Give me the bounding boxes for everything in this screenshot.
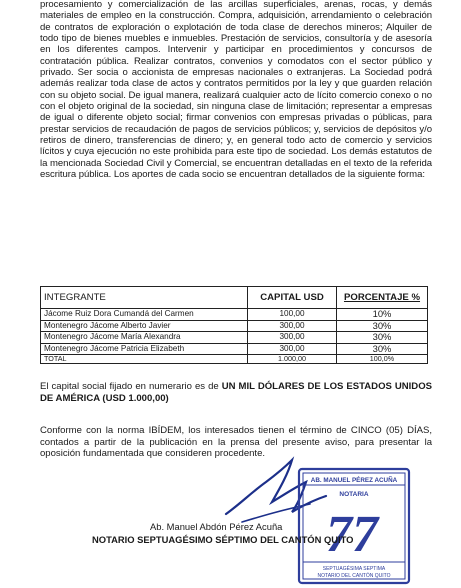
stamp-bottom-line-2: NOTARIO DEL CANTÓN QUITO [317, 573, 391, 579]
row-percentage: 30% [337, 343, 428, 355]
row-name: Montenegro Jácome Patricia Elizabeth [41, 343, 248, 355]
header-capital: CAPITAL USD [248, 287, 337, 309]
signer-title: NOTARIO SEPTUAGÉSIMO SÉPTIMO DEL CANTÓN QUITO [92, 534, 354, 545]
table-row [41, 343, 428, 355]
row-name: Jácome Ruiz Dora Cumandá del Carmen [41, 309, 248, 321]
total-label: TOTAL [41, 355, 248, 364]
table-total-row [41, 355, 428, 364]
total-capital: 1.000,00 [248, 355, 337, 364]
total-percentage: 100,0% [337, 355, 428, 364]
row-capital: 300,00 [248, 320, 337, 332]
row-percentage: 30% [337, 320, 428, 332]
row-percentage: 30% [337, 332, 428, 344]
table-row [41, 309, 428, 321]
row-capital: 100,00 [248, 309, 337, 321]
row-capital: 300,00 [248, 343, 337, 355]
table-row [41, 320, 428, 332]
stamp-number: 77 [326, 506, 378, 563]
stamp-sub-text: NOTARIA [339, 491, 369, 498]
row-name: Montenegro Jácome María Alexandra [41, 332, 248, 344]
statutes-paragraph: procesamiento y comercialización de las arcillas superficiales, arenas, rocas, y demás materiales de empleo en la construcción. Compra, adquisición, arrendamiento o celebración de contratos de exploración o explotación de toda clase de derechos mineros; Alquiler de todo tipo de bienes muebles e inmuebles. Prestación de servicios, consultoría y de asesoría en los diferentes campos. Intervenir y participar en procedimientos y concursos de contratación pública. Realizar contratos, convenios y comodatos con el sector público y privado. Ser socia o accionista de empresas nacionales o extranjeras. La Sociedad podrá además realizar toda clase de actos y contratos permitidos por la ley y que guarden relación con su objeto social. De igual manera, realizará cualquier acto de lícito comercio conexo o no con el objeto original de la sociedad, sin ninguna clase de limitación; representar a empresas de igual o diferente objeto social; firmar convenios con empresas privadas o públicas, para prestar servicios de recaudación de pagos de servicios públicos; y, servicios de depósitos y/o retiros de dinero, transferencias de dinero; y, en general todo acto de comercio y servicios lícitos y cuya ejecución no este prohibida para este tipo de sociedad. Los demás estatutos de la mencionada Sociedad Civil y Comercial, se encuentran detalladas en el texto de la referida escritura pública. Los aportes de cada socio se encuentran detallados de la siguiente forma: [40, 0, 432, 181]
capital-lead: El capital social fijado en numerario es de [40, 381, 222, 392]
stamp-bottom-line-1: SEPTUAGÉSIMA SEPTIMA [322, 566, 386, 572]
capital-table [40, 286, 428, 364]
header-porcentaje: PORCENTAJE % [337, 287, 428, 309]
table-row [41, 332, 428, 344]
stamp-top-text: AB. MANUEL PÉREZ ACUÑA [310, 477, 398, 484]
row-name: Montenegro Jácome Alberto Javier [41, 320, 248, 332]
capital-paragraph [40, 381, 432, 404]
capital-amount: UN MIL DÓLARES DE LOS ESTADOS UNIDOS DE AMÉRICA (USD 1.000,00) [40, 381, 432, 404]
header-integrante: INTEGRANTE [41, 287, 248, 309]
row-capital: 300,00 [248, 332, 337, 344]
row-percentage: 10% [337, 309, 428, 321]
notice-paragraph: Conforme con la norma IBÍDEM, los interesados tienen el término de CINCO (05) DÍAS, contados a partir de la publicación en la prensa del presente aviso, para presentar la oposición fundamentada que consideren procedente. [40, 425, 432, 459]
signer-name: Ab. Manuel Abdón Pérez Acuña [150, 521, 283, 532]
table-header-row [41, 287, 428, 309]
